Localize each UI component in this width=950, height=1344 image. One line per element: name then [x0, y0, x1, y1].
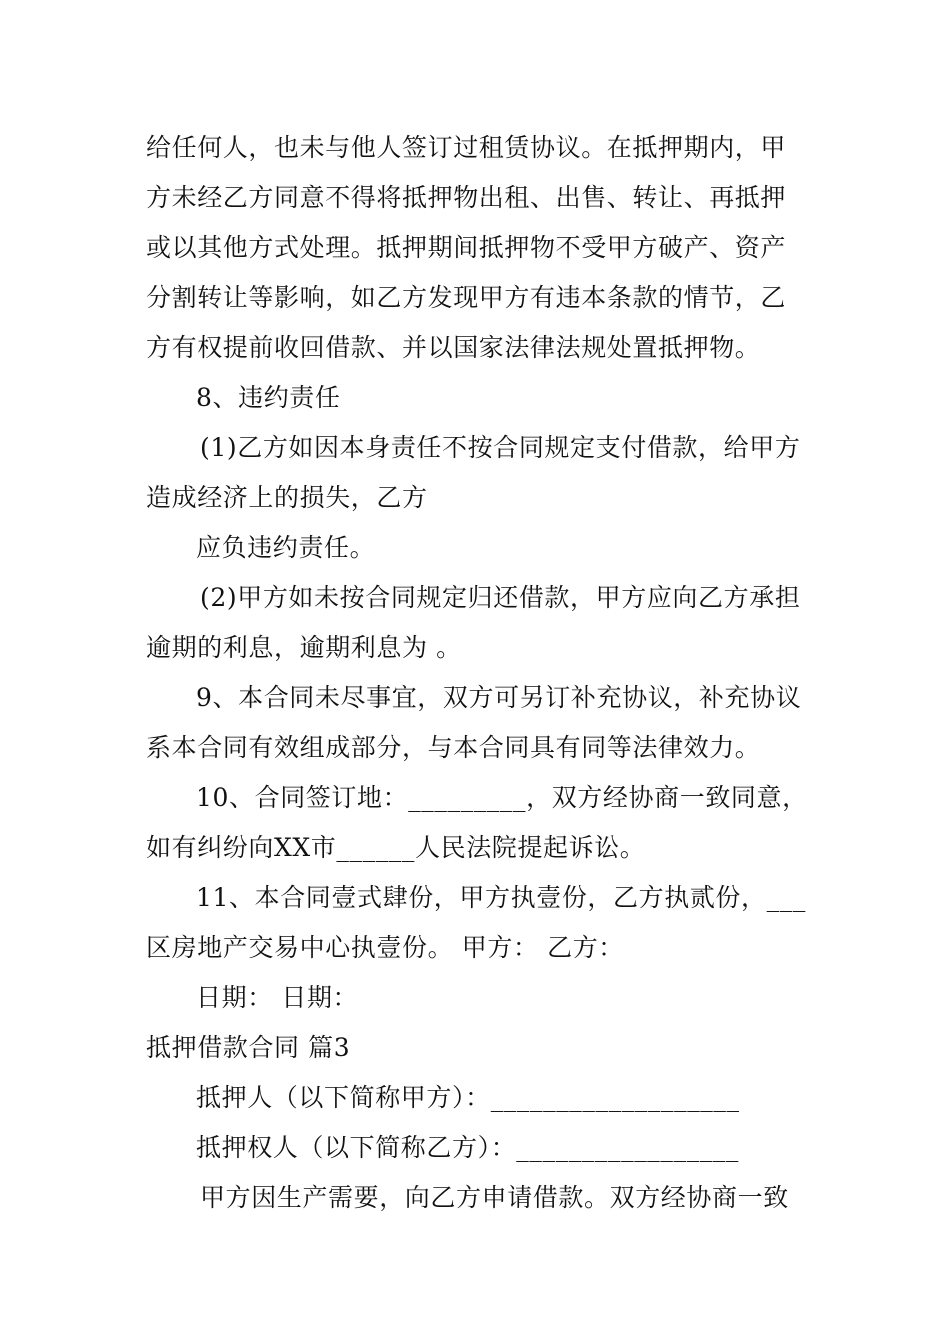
paragraph-line: (1)乙方如因本身责任不按合同规定支付借款，给甲方 [200, 433, 801, 462]
paragraph-line: 或以其他方式处理。抵押期间抵押物不受甲方破产、资产 [146, 233, 787, 262]
paragraph-line: 造成经济上的损失，乙方 [146, 483, 428, 512]
section-title: 抵押借款合同 篇3 [146, 1033, 351, 1062]
paragraph-line: 系本合同有效组成部分，与本合同具有同等法律效力。 [146, 733, 761, 762]
paragraph-line: 方未经乙方同意不得将抵押物出租、出售、转让、再抵押 [146, 183, 787, 212]
paragraph-line: 分割转让等影响，如乙方发现甲方有违本条款的情节，乙 [146, 283, 787, 312]
section-heading: 8、违约责任 [196, 383, 341, 412]
paragraph-line: 方有权提前收回借款、并以国家法律法规处置抵押物。 [146, 333, 761, 362]
paragraph-line: 逾期的利息，逾期利息为 。 [146, 633, 462, 662]
paragraph-line: 9、本合同未尽事宜，双方可另订补充协议，补充协议 [196, 683, 802, 712]
paragraph-line: 区房地产交易中心执壹份。 甲方： 乙方： [146, 933, 624, 962]
paragraph-line: 11、本合同壹式肆份，甲方执壹份，乙方执贰份，___ [196, 883, 806, 912]
mortgagee-field: 抵押权人（以下简称乙方）：_________________ [196, 1133, 740, 1162]
signature-date-line: 日期： 日期： [196, 983, 359, 1012]
paragraph-line: 甲方因生产需要，向乙方申请借款。双方经协商一致 [200, 1183, 789, 1212]
paragraph-line: 10、合同签订地：_________，双方经协商一致同意， [196, 783, 808, 812]
mortgagor-field: 抵押人（以下简称甲方）：___________________ [196, 1083, 740, 1112]
paragraph-line: 给任何人，也未与他人签订过租赁协议。在抵押期内，甲 [146, 133, 787, 162]
paragraph-line: (2)甲方如未按合同规定归还借款，甲方应向乙方承担 [200, 583, 801, 612]
paragraph-line: 应负违约责任。 [196, 533, 376, 562]
paragraph-line: 如有纠纷向XX市______人民法院提起诉讼。 [146, 833, 646, 862]
